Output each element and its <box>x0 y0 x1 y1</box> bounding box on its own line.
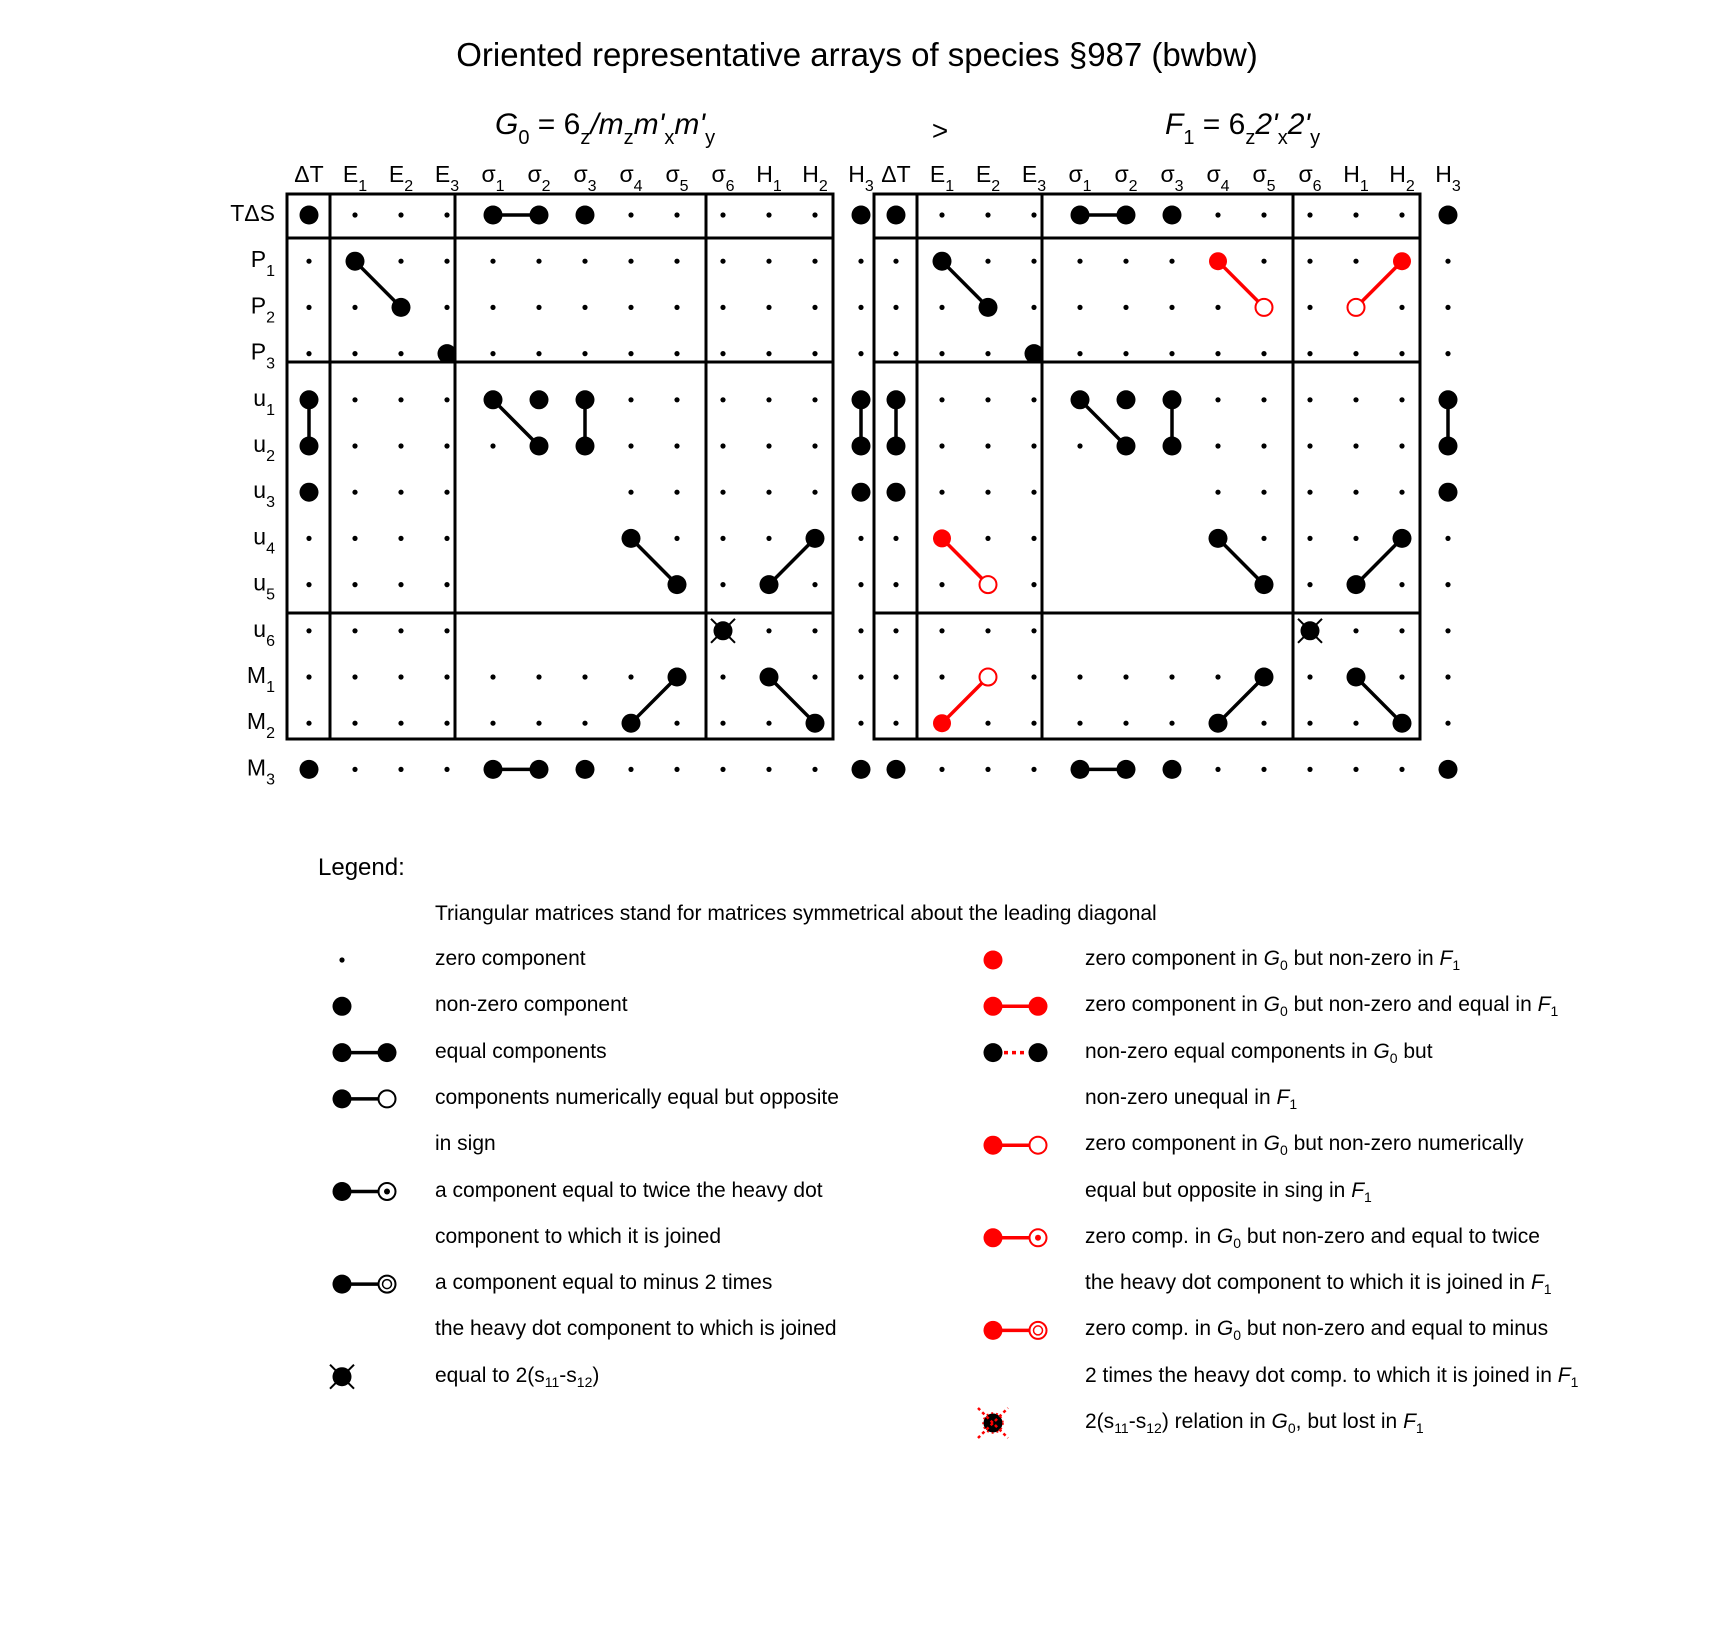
group-f1-formula: $F_1 = 6_z2'_x2'_y$ <box>1165 108 1321 149</box>
legend-item-text: a component equal to minus 2 times <box>435 1271 773 1295</box>
row-label: $u_2$ <box>253 431 275 465</box>
row-label: $u_5$ <box>253 569 275 604</box>
row-label: $u_4$ <box>253 523 275 558</box>
column-header: $\sigma_5$ <box>1252 161 1276 195</box>
legend-inner-ring <box>383 1280 392 1289</box>
legend-dot <box>333 1089 352 1108</box>
legend-item-text: zero comp. in $G_0$ but non-zero and equal to twice <box>1085 1224 1540 1251</box>
legend-item-text: in sign <box>435 1132 496 1156</box>
column-header: $E_2$ <box>975 161 1001 195</box>
legend-note: Triangular matrices stand for matrices symmetrical about the leading diagonal <box>435 902 1157 925</box>
column-header: $\sigma_5$ <box>665 161 689 195</box>
column-header: $H_2$ <box>1389 161 1415 195</box>
column-header: $E_1$ <box>929 161 955 195</box>
row-label: $M_2$ <box>246 708 275 743</box>
column-header: ΔT <box>294 161 324 187</box>
row-label: $M_3$ <box>246 754 275 789</box>
row-label: $u_6$ <box>253 615 275 650</box>
legend-item-text: zero component in $G_0$ but non-zero in $F_1$ <box>1085 947 1461 973</box>
legend-item-text: the heavy dot component to which is joined <box>435 1317 837 1341</box>
legend-item-text: a component equal to twice the heavy dot <box>435 1178 823 1202</box>
legend-center-dot <box>384 1189 390 1195</box>
legend-dot <box>984 997 1003 1016</box>
legend-dot <box>333 1043 352 1062</box>
legend-open-dot <box>1030 1137 1047 1154</box>
legend-open-dot <box>379 1090 396 1107</box>
legend-item-text: equal to $2(s_{11}-s_{12})$ <box>435 1363 600 1390</box>
legend-red-dot <box>984 951 1003 970</box>
row-label: $u_1$ <box>253 384 275 419</box>
legend-dot <box>1029 997 1048 1016</box>
legend-dot <box>333 1182 352 1201</box>
legend-item-text: non-zero equal components in $G_0$ but <box>1085 1039 1433 1066</box>
column-header: $H_3$ <box>1435 161 1461 195</box>
legend-item-text: $2(s_{11}-s_{12})$ relation in $G_0$, but lost in $F_1$ <box>1085 1410 1424 1436</box>
column-header: $H_1$ <box>1343 161 1369 195</box>
column-header: $\sigma_4$ <box>619 161 643 195</box>
column-header: $\sigma_6$ <box>711 161 735 195</box>
legend-dot <box>378 1043 397 1062</box>
column-header: $E_3$ <box>1021 161 1047 195</box>
column-header: $H_3$ <box>848 161 874 195</box>
legend-item-text: zero component in $G_0$ but non-zero and equal in $F_1$ <box>1085 993 1559 1020</box>
legend-dot <box>984 1043 1003 1062</box>
legend-item-text: zero component in $G_0$ but non-zero numerically <box>1085 1132 1524 1159</box>
row-label: $P_2$ <box>250 292 275 327</box>
legend-title: Legend: <box>318 854 405 881</box>
column-header: $\sigma_1$ <box>1068 161 1092 195</box>
legend-dot <box>984 1321 1003 1340</box>
column-header: $\sigma_2$ <box>1114 161 1138 195</box>
legend-item-text: component to which it is joined <box>435 1224 721 1248</box>
legend-item-text: 2 times the heavy dot comp. to which it is joined in $F_1$ <box>1085 1363 1579 1390</box>
legend-dot <box>333 1275 352 1294</box>
column-header: $\sigma_3$ <box>1160 161 1184 195</box>
group-relation-sign: > <box>931 115 949 146</box>
legend-item-text: equal components <box>435 1039 607 1063</box>
column-header: ΔT <box>881 161 911 187</box>
column-header: $\sigma_1$ <box>481 161 505 195</box>
row-label: $P_1$ <box>250 246 275 281</box>
column-header: $E_1$ <box>342 161 368 195</box>
legend-nonzero-dot <box>333 997 352 1016</box>
column-header: $E_3$ <box>434 161 460 195</box>
legend-item-text: non-zero unequal in $F_1$ <box>1085 1085 1298 1112</box>
diagram-title: Oriented representative arrays of species §987 (bwbw) <box>456 36 1258 73</box>
legend-dot <box>984 1228 1003 1247</box>
legend-item-text: non-zero component <box>435 993 628 1017</box>
legend-zero-dot <box>339 957 344 962</box>
legend-item-text: zero component <box>435 947 586 970</box>
legend-center-dot <box>1035 1235 1041 1241</box>
row-label: TΔS <box>230 200 275 226</box>
legend-item-text: zero comp. in $G_0$ but non-zero and equal to minus <box>1085 1317 1549 1344</box>
legend-item-text: components numerically equal but opposite <box>435 1085 839 1109</box>
column-header: $\sigma_2$ <box>527 161 551 195</box>
legend-inner-ring <box>1034 1326 1043 1335</box>
legend-dot <box>984 1136 1003 1155</box>
column-header: $\sigma_3$ <box>573 161 597 195</box>
legend-item-text: equal but opposite in sing in $F_1$ <box>1085 1178 1372 1205</box>
column-header: $E_2$ <box>388 161 414 195</box>
group-g0-formula: $G_0 = 6_z/m_zm'_xm'_y$ <box>495 108 716 149</box>
row-label: $u_3$ <box>253 477 275 512</box>
column-header: $\sigma_4$ <box>1206 161 1230 195</box>
column-header: $\sigma_6$ <box>1298 161 1322 195</box>
column-header: $H_1$ <box>756 161 782 195</box>
row-label: $M_1$ <box>246 662 275 696</box>
row-label: $P_3$ <box>250 338 275 373</box>
legend-item-text: the heavy dot component to which it is joined in $F_1$ <box>1085 1271 1552 1298</box>
column-header: $H_2$ <box>802 161 828 195</box>
legend-dot <box>1029 1043 1048 1062</box>
